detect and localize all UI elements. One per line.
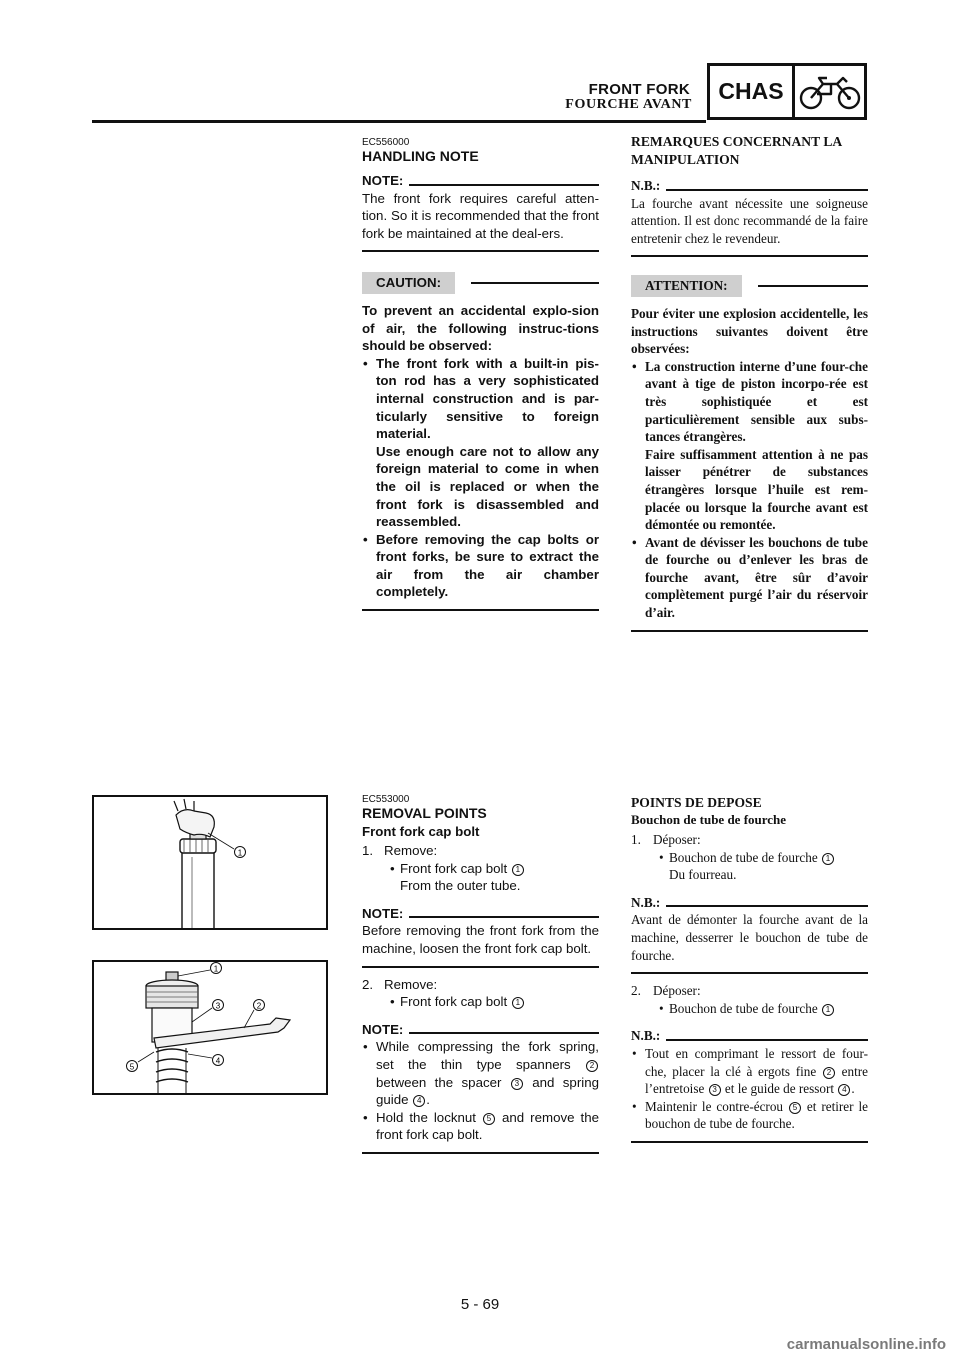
caution-end-rule xyxy=(631,630,868,632)
callout-label: 5 xyxy=(129,1062,135,1072)
step-1-item: • Bouchon de tube de fourche 1 xyxy=(631,849,868,867)
note-header xyxy=(362,905,599,923)
handling-note-fr xyxy=(631,133,868,632)
caution-end-rule xyxy=(362,609,599,611)
caution-header xyxy=(362,272,599,294)
step-1-detail: From the outer tube. xyxy=(400,878,521,894)
caution-list xyxy=(631,358,868,622)
caution-intro: To prevent an accidental explo-sion of air, the following instruc-tions should be observed: xyxy=(362,302,599,354)
step-1: 1. Déposer: xyxy=(631,832,701,847)
callout-label: 1 xyxy=(213,964,219,974)
removal-points-fr xyxy=(631,794,868,1143)
note-text: Before removing the front fork from the machine, loosen the front fork cap bolt. xyxy=(362,923,599,956)
chapter-tab-label: CHAS xyxy=(710,66,795,117)
subheading: Front fork cap bolt xyxy=(362,824,480,839)
note-header xyxy=(362,172,599,190)
figure-spanner xyxy=(92,960,328,1095)
note-list xyxy=(631,1045,868,1133)
note-label: NOTE: xyxy=(362,905,404,921)
callout-3-icon: 3 xyxy=(511,1078,523,1090)
note-end-rule xyxy=(631,972,868,974)
note-end-rule xyxy=(631,255,868,257)
note-header xyxy=(631,1027,868,1045)
section-heading: REMARQUES CONCERNANT LA MANIPULATION xyxy=(631,134,842,167)
callout-label: 1 xyxy=(237,848,243,858)
removal-points-en xyxy=(362,794,599,1154)
step-2: 2. Déposer: xyxy=(631,983,701,999)
note-label: N.B.: xyxy=(631,1028,661,1044)
step-2: 2. Remove: xyxy=(362,976,438,992)
caution-label: CAUTION: xyxy=(362,272,455,294)
callout-3-icon: 3 xyxy=(709,1084,721,1096)
subheading: Bouchon de tube de fourche xyxy=(631,812,787,827)
note-header xyxy=(631,894,868,912)
callout-5-icon: 5 xyxy=(789,1102,801,1114)
callout-label: 4 xyxy=(215,1056,221,1066)
callout-2-icon: 2 xyxy=(586,1060,598,1072)
note-label: NOTE: xyxy=(362,173,404,188)
note-item: • Hold the locknut 5 and remove the front fork cap bolt. xyxy=(362,1109,599,1144)
callout-4-icon: 4 xyxy=(838,1084,850,1096)
ref-code: EC556000 xyxy=(362,137,410,148)
section-heading: POINTS DE DEPOSE xyxy=(631,795,762,810)
callout-label: 3 xyxy=(215,1001,221,1011)
note-header xyxy=(362,1021,599,1039)
note-end-rule xyxy=(362,966,599,968)
caution-intro: Pour éviter une explosion accidentelle, les instructions suivantes doivent être observées: xyxy=(631,305,868,357)
step-1: 1. Remove: xyxy=(362,843,438,858)
motorcycle-icon xyxy=(795,66,864,117)
note-item: • While compressing the fork spring, set the thin type spanners 2 between the spacer 3 and spring guide 4 . xyxy=(362,1038,599,1108)
header-rule xyxy=(92,120,706,123)
note-text: Avant de démonter la fourche avant de la machine, desserrer le bouchon de tube de fourche. xyxy=(631,912,868,963)
section-title-fr: FOURCHE AVANT xyxy=(565,97,692,112)
caution-label: ATTENTION: xyxy=(631,275,742,297)
section-heading: REMOVAL POINTS xyxy=(362,805,487,821)
note-end-rule xyxy=(362,250,599,252)
callout-4-icon: 4 xyxy=(413,1095,425,1107)
watermark: carmanualsonline.info xyxy=(786,1336,946,1353)
chapter-tab xyxy=(707,63,867,120)
note-end-rule xyxy=(631,1141,868,1143)
callout-label: 2 xyxy=(256,1001,262,1011)
step-2-item: • Front fork cap bolt 1 xyxy=(362,993,599,1011)
caution-header xyxy=(631,275,868,297)
note-header xyxy=(631,177,868,195)
step-1-item: • Front fork cap bolt 1 xyxy=(362,860,599,878)
callout-1-icon: 1 xyxy=(822,853,834,865)
note-item: • Maintenir le contre-écrou 5 et retirer le bouchon de tube de fourche. xyxy=(631,1098,868,1133)
caution-item: • La construction interne d’une four-che avant à tige de piston incorpo-rée est très sophistiquée et est particulièrement sensible aux subs-tances étrangères. Faire suffisamment attention à ne pas laisser pénétrer de substances étrangères lorsque l’huile est rem-placée ou lorsque la fourche avant est démontée ou remontée. xyxy=(631,358,868,534)
callout-5-icon: 5 xyxy=(483,1113,495,1125)
note-item: • Tout en comprimant le ressort de four-che, placer la clé à ergots fine 2 entre l’entretoise 3 et le guide de ressort 4 . xyxy=(631,1045,868,1098)
note-list xyxy=(362,1038,599,1144)
caution-item: • The front fork with a built-in pis-ton rod has a very sophisticated internal construction and is par-ticularly sensitive to foreign material. Use enough care not to allow any foreign material to come in when the oil is replaced or when the front fork is disassembled and reassembled. xyxy=(362,355,599,531)
note-text: La fourche avant nécessite une soigneuse attention. Il est donc recommandé de la faire entretenir chez le revendeur. xyxy=(631,195,868,246)
handling-note-en xyxy=(362,137,599,611)
note-label: N.B.: xyxy=(631,178,661,193)
step-1-detail: Du fourreau. xyxy=(669,867,737,883)
figure-cap-bolt xyxy=(92,795,328,930)
caution-list xyxy=(362,355,599,601)
callout-1-icon: 1 xyxy=(512,997,524,1009)
note-text: The front fork requires careful atten-tion. So it is recommended that the front fork be maintained at the deal-ers. xyxy=(362,190,599,241)
callout-1-icon: 1 xyxy=(822,1004,834,1016)
note-label: NOTE: xyxy=(362,1021,404,1037)
caution-item: • Avant de dévisser les bouchons de tube de fourche ou d’enlever les bras de fourche avant, être sûr d’avoir complètement purgé l’air du réservoir d’air. xyxy=(631,534,868,622)
ref-code: EC553000 xyxy=(362,794,410,805)
section-heading: HANDLING NOTE xyxy=(362,148,479,164)
callout-2-icon: 2 xyxy=(823,1067,835,1079)
callout-1-icon: 1 xyxy=(512,864,524,876)
page-number: 5 - 69 xyxy=(460,1296,500,1313)
step-2-item: • Bouchon de tube de fourche 1 xyxy=(631,1000,868,1018)
note-label: N.B.: xyxy=(631,894,661,910)
caution-item: • Before removing the cap bolts or front forks, be sure to extract the air from the air chamber completely. xyxy=(362,531,599,601)
note-end-rule xyxy=(362,1152,599,1154)
section-title-en: FRONT FORK xyxy=(588,81,690,98)
